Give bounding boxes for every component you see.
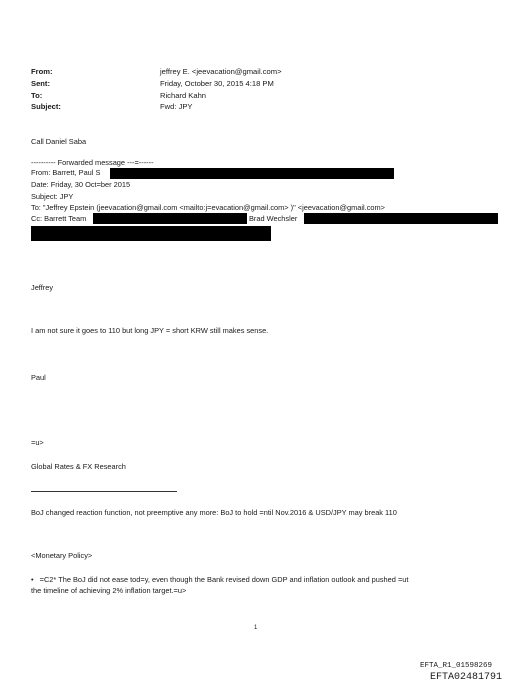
bates-small: EFTA_R1_01598269: [419, 662, 492, 670]
redaction-bar: [110, 168, 394, 179]
fwd-to-line: To: "Jeffrey Epstein (jeevacation@gmail.com <mailto:j=evacation@gmail.com> )" <jeevacation@gmail.com>: [31, 203, 385, 212]
boj-line: BoJ changed reaction function, not preemptive any more: BoJ to hold =ntil Nov.2016 & USD/JPY may break 110: [31, 508, 397, 517]
monetary-heading: <Monetary Policy>: [31, 551, 93, 560]
subject-value: Fwd: JPY: [160, 102, 193, 111]
bates-large: EFTA02481791: [429, 672, 502, 683]
fwd-from-line: From: Barrett, Paul S: [31, 168, 101, 177]
sent-value: Friday, October 30, 2015 4:18 PM: [160, 79, 274, 88]
sent-label: Sent:: [31, 79, 50, 88]
bullet-glyph: •: [31, 575, 34, 584]
message-line: I am not sure it goes to 110 but long JPY = short KRW still makes sense.: [31, 326, 269, 335]
to-value: Richard Kahn: [160, 91, 207, 100]
redaction-bar: [304, 213, 498, 224]
bullet-text-line1: =C2* The BoJ did not ease tod=y, even though the Bank revised down GDP and inflation outlook and pushed =ut: [39, 575, 409, 584]
fwd-cc-line: Cc: Barrett Team: [31, 214, 87, 223]
call-line: Call Daniel Saba: [31, 137, 87, 146]
fwd-cc-name: Brad Wechsler: [249, 214, 298, 223]
greeting: Jeffrey: [31, 283, 54, 292]
bullet-text-line2: the timeline of achieving 2% inflation target.=u>: [31, 586, 187, 595]
bullet-item: [31, 575, 408, 585]
subject-label: Subject:: [31, 102, 61, 111]
from-label: From:: [31, 67, 53, 76]
fwd-subject-line: Subject: JPY: [31, 192, 74, 201]
to-label: To:: [31, 91, 43, 100]
tag-u: =u>: [31, 438, 44, 447]
from-value: jeffrey E. <jeevacation@gmail.com>: [160, 67, 282, 76]
redaction-bar: [93, 213, 247, 224]
redaction-bar: [31, 226, 271, 241]
page-number: 1: [254, 625, 258, 631]
forwarded-marker: ---------- Forwarded message ---=------: [31, 158, 154, 167]
divider-rule: [31, 491, 177, 492]
signoff: Paul: [31, 373, 46, 382]
dept-line: Global Rates & FX Research: [31, 462, 126, 471]
fwd-date-line: Date: Friday, 30 Oct=ber 2015: [31, 180, 131, 189]
